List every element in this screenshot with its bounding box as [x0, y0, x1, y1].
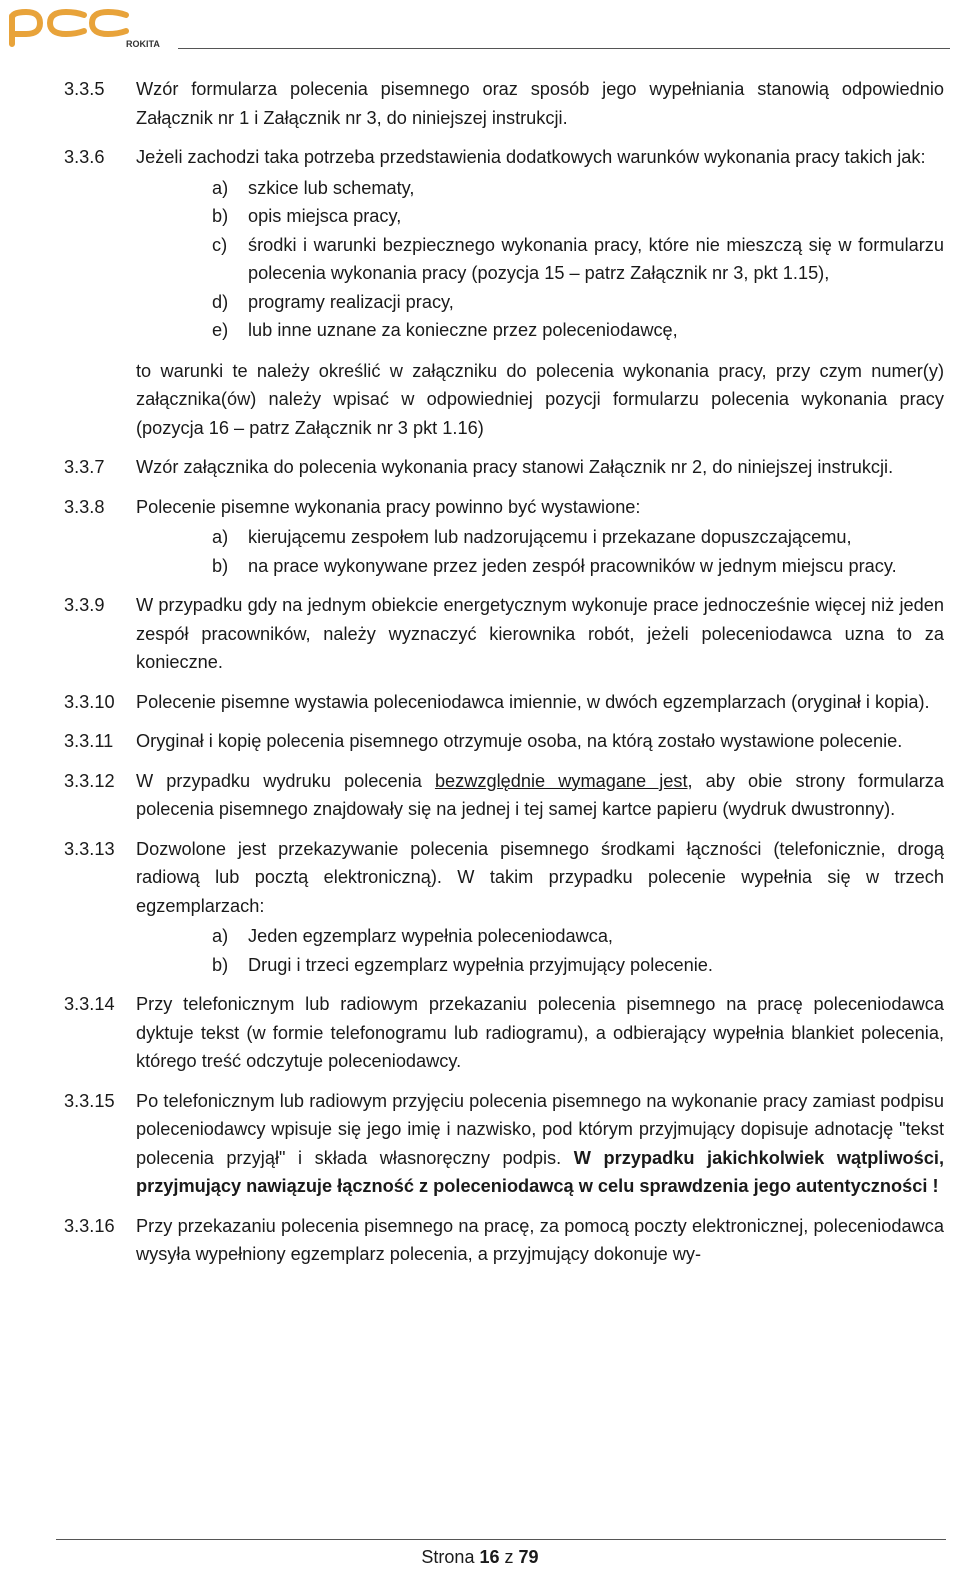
list-label: a)	[212, 926, 229, 946]
list-label: a)	[212, 527, 229, 547]
list-text: programy realizacji pracy,	[248, 291, 454, 312]
section-body	[136, 835, 944, 980]
text-part: W przypadku wydruku polecenia	[136, 770, 435, 791]
page-separator: z	[504, 1547, 514, 1567]
list-item	[64, 174, 944, 203]
text-part: Po telefonicznym lub radiowym przyjęciu polecenia pisemnego na wykonanie pracy zamiast podpisu poleceniodawcy wpisuje się jego imię i nazwisko, pod którym przyjmujący dopisuje adnotację "tekst polecenia przyjął" i składa własnoręczny podpis.	[136, 1090, 944, 1168]
list-text: Drugi i trzeci egzemplarz wypełnia przyjmujący polecenie.	[248, 954, 713, 975]
section-3-3-14	[64, 990, 944, 1076]
list-label: b)	[212, 954, 229, 975]
section-text: Dozwolone jest przekazywanie polecenia pisemnego środkami łączności (telefonicznie, drogą radiową lub pocztą elektroniczną). W takim przypadku polecenie wypełnia się w trzech egzemplarzach:	[136, 838, 944, 916]
list-item	[64, 951, 944, 980]
section-body	[136, 493, 944, 581]
section-text: W przypadku gdy na jednym obiekcie energetycznym wykonuje prace jednocześnie więcej niż jeden zespół pracowników, należy wyznaczyć kierownika robót, jeżeli poleceniodawca uzna to za konieczne.	[136, 595, 944, 672]
list-text: Jeden egzemplarz wypełnia poleceniodawca,	[248, 926, 613, 946]
section-3-3-11	[64, 727, 944, 756]
list-text: szkice lub schematy,	[248, 177, 415, 198]
list-label: c)	[212, 234, 228, 255]
section-number: 3.3.14	[64, 994, 115, 1014]
list-text: na prace wykonywane przez jeden zespół pracowników w jednym miejscu pracy.	[248, 555, 897, 576]
header-rule	[178, 48, 950, 49]
section-number: 3.3.7	[64, 457, 105, 477]
section-number: 3.3.16	[64, 1215, 115, 1236]
section-3-3-12	[64, 767, 944, 824]
list-label: b)	[212, 206, 229, 226]
section-text: Polecenie pisemne wykonania pracy powinno być wystawione:	[136, 496, 641, 517]
section-number: 3.3.8	[64, 496, 105, 517]
list-label: e)	[212, 320, 229, 340]
section-followup-text: to warunki te należy określić w załączniku do polecenia wykonania pracy, przy czym numer(y) załącznika(ów) należy wpisać w odpowiedniej pozycji formularzu polecenia wykonania pracy (pozycja 16 – patrz Załącznik nr 3 pkt 1.16)	[136, 360, 944, 438]
section-number: 3.3.6	[64, 147, 105, 167]
section-text: Wzór formularza polecenia pisemnego oraz sposób jego wypełniania stanowią odpowiednio Załącznik nr 1 i Załącznik nr 3, do niniejszej instrukcji.	[136, 79, 944, 128]
page-total: 79	[518, 1547, 539, 1567]
page-label: Strona	[421, 1547, 475, 1567]
section-number: 3.3.11	[64, 731, 114, 751]
company-logo	[4, 4, 164, 48]
section-number: 3.3.9	[64, 595, 105, 615]
section-number: 3.3.10	[64, 691, 115, 712]
underlined-emphasis: bezwzględnie wymagane jest	[434, 770, 688, 791]
list-text: lub inne uznane za konieczne przez poleceniodawcę,	[248, 320, 678, 340]
list-text: środki i warunki bezpiecznego wykonania pracy, które nie mieszczą się w formularzu polecenia wykonania pracy (pozycja 15 – patrz Załącznik nr 3, pkt 1.15),	[248, 234, 944, 283]
page-footer	[0, 1547, 960, 1568]
section-3-3-16	[64, 1212, 944, 1269]
section-3-3-15	[64, 1087, 944, 1201]
section-3-3-8	[64, 493, 944, 581]
section-3-3-10	[64, 688, 944, 717]
list-item	[64, 552, 944, 581]
list-text: opis miejsca pracy,	[248, 206, 402, 226]
list-item	[64, 288, 944, 317]
page-number: 16	[479, 1547, 500, 1567]
section-number: 3.3.12	[64, 770, 115, 791]
section-number: 3.3.5	[64, 79, 105, 99]
list-item	[64, 922, 944, 951]
list-item	[64, 523, 944, 552]
document-body	[64, 75, 944, 1280]
section-text: Oryginał i kopię polecenia pisemnego otrzymuje osoba, na którą zostało wystawione polecenie.	[136, 731, 903, 751]
section-3-3-9	[64, 591, 944, 677]
section-3-3-7	[64, 453, 944, 482]
logo-sub-text: ROKITA	[126, 39, 160, 48]
section-number: 3.3.13	[64, 838, 115, 859]
section-3-3-13	[64, 835, 944, 980]
section-3-3-5	[64, 75, 944, 132]
bold-warning: W przypadku jakichkolwiek wątpliwości, przyjmujący nawiązuje łączność z poleceniodawcą w celu sprawdzenia jego autentyczności !	[136, 1147, 944, 1196]
list-item	[64, 231, 944, 288]
list-item	[64, 316, 944, 345]
sub-list	[136, 922, 944, 979]
section-text: Polecenie pisemne wystawia poleceniodawca imiennie, w dwóch egzemplarzach (oryginał i kopia).	[136, 691, 930, 712]
section-text: Przy przekazaniu polecenia pisemnego na pracę, za pomocą poczty elektronicznej, poleceniodawca wysyła wypełniony egzemplarz polecenia, a przyjmujący dokonuje wy-	[136, 1215, 944, 1264]
page-header	[0, 0, 960, 56]
section-3-3-6	[64, 143, 944, 442]
list-label: a)	[212, 177, 229, 198]
list-item	[64, 202, 944, 231]
sub-list	[136, 174, 944, 345]
section-text	[136, 1087, 944, 1201]
footer-rule	[56, 1539, 946, 1540]
list-label: d)	[212, 291, 229, 312]
text-part: , aby obie strony formularza polecenia pisemnego znajdowały się na jednej i tej samej kartce papieru (wydruk dwustronny).	[136, 770, 944, 819]
list-text: kierującemu zespołem lub nadzorującemu i przekazane dopuszczającemu,	[248, 527, 852, 547]
sub-list	[136, 523, 944, 580]
section-text: Jeżeli zachodzi taka potrzeba przedstawienia dodatkowych warunków wykonania pracy takich jak:	[136, 147, 926, 167]
section-text	[136, 767, 944, 824]
section-number: 3.3.15	[64, 1090, 115, 1111]
section-text: Wzór załącznika do polecenia wykonania pracy stanowi Załącznik nr 2, do niniejszej instrukcji.	[136, 457, 894, 477]
list-label: b)	[212, 555, 229, 576]
section-body	[136, 143, 944, 442]
section-text: Przy telefonicznym lub radiowym przekazaniu polecenia pisemnego na pracę poleceniodawca dyktuje tekst (w formie telefonogramu lub radiogramu), a odbierający wypełnia blankiet polecenia, którego treść odczytuje poleceniodawcy.	[136, 994, 944, 1071]
